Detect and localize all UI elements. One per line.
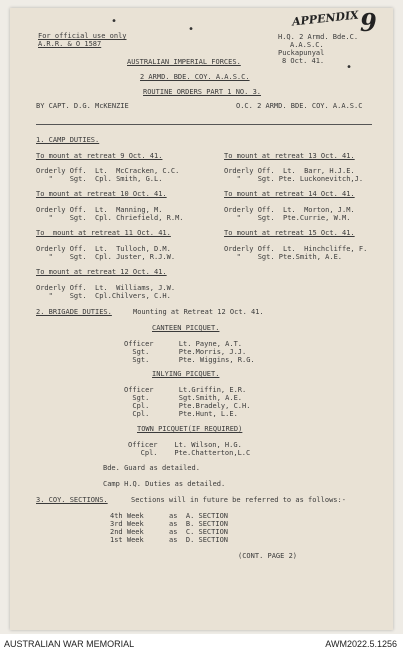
left-block-head: To mount at retreat 9 Oct. 41.	[36, 152, 163, 160]
canteen-line: Officer Lt. Payne, A.T.	[124, 340, 243, 348]
right-block-line: Orderly Off. Lt. Hinchcliffe, F.	[224, 245, 368, 253]
footer-institution: AUSTRALIAN WAR MEMORIAL	[4, 639, 135, 649]
left-block-head: To mount at retreat 12 Oct. 41.	[36, 268, 167, 276]
hq-place: Puckapunyal	[278, 49, 325, 57]
left-block-line: " Sgt. Cpl. Chriefield, R.M.	[36, 214, 184, 222]
title-unit: 2 ARMD. BDE. COY. A.A.S.C.	[140, 73, 250, 81]
camp-hq-note: Camp H.Q. Duties as detailed.	[103, 480, 226, 488]
right-block-line: " Sgt. Pte.Currie, W.M.	[224, 214, 351, 222]
section-row: 4th Week as A. SECTION	[110, 512, 229, 520]
left-block-head: To mount at retreat 11 Oct. 41.	[36, 229, 171, 237]
town-line: Officer Lt. Wilson, H.G.	[128, 441, 242, 449]
left-block-line: Orderly Off. Lt. Manning, M.	[36, 206, 163, 214]
by-line: BY CAPT. D.G. McKENZIE	[36, 102, 129, 110]
section-row: 2nd Week as C. SECTION	[110, 528, 229, 536]
oc-line: O.C. 2 ARMD. BDE. COY. A.A.S.C	[236, 102, 363, 110]
left-block-line: " Sgt. Cpl. Juster, R.J.W.	[36, 253, 176, 261]
coy-sections-heading: 3. COY. SECTIONS.	[36, 496, 108, 504]
right-block-head: To mount at retreat 13 Oct. 41.	[224, 152, 355, 160]
right-block-line: " Sgt. Pte. Luckonevitch,J.	[224, 175, 364, 183]
bde-guard-note: Bde. Guard as detailed.	[103, 464, 200, 472]
official-use-note: For official use only	[38, 32, 127, 40]
brigade-duties-heading: 2. BRIGADE DUTIES.	[36, 308, 112, 316]
left-block-line: " Sgt. Cpl. Smith, G.L.	[36, 175, 163, 183]
title-routine-orders: ROUTINE ORDERS PART 1 NO. 3.	[143, 88, 262, 96]
appendix-label: APPENDIX	[291, 8, 360, 29]
footer-accession: AWM2022.5.1256	[325, 639, 397, 649]
appendix-number: 9	[360, 8, 377, 37]
left-block-line: " Sgt. Cpl.Chilvers, C.H.	[36, 292, 171, 300]
section-row: 3rd Week as B. SECTION	[110, 520, 229, 528]
canteen-picquet-title: CANTEEN PICQUET.	[152, 324, 220, 332]
mounting-line: Mounting at Retreat 12 Oct. 41.	[133, 308, 264, 316]
camp-duties-heading: 1. CAMP DUTIES.	[36, 136, 100, 144]
continuation-note: (CONT. PAGE 2)	[238, 552, 298, 560]
hq-date: 8 Oct. 41.	[282, 57, 325, 65]
right-block-line: " Sgt. Pte.Smith, A.E.	[224, 253, 343, 261]
punch-mark: •	[111, 16, 118, 27]
left-block-line: Orderly Off. Lt. McCracken, C.C.	[36, 167, 180, 175]
left-block-line: Orderly Off. Lt. Williams, J.W.	[36, 284, 176, 292]
coy-sections-text: Sections will in future be referred to as follows:-	[131, 496, 346, 504]
inlying-line: Officer Lt.Griffin, E.R.	[124, 386, 247, 394]
inlying-line: Cpl. Pte.Hunt, L.E.	[124, 410, 238, 418]
title-aif: AUSTRALIAN IMPERIAL FORCES.	[127, 58, 241, 66]
right-block-head: To mount at retreat 15 Oct. 41.	[224, 229, 355, 237]
archive-footer	[0, 634, 403, 653]
left-block-head: To mount at retreat 10 Oct. 41.	[36, 190, 167, 198]
hq-line2: A.A.S.C.	[290, 41, 324, 49]
town-line: Cpl. Pte.Chatterton,L.C	[128, 449, 251, 457]
right-block-line: Orderly Off. Lt. Barr, H.J.E.	[224, 167, 355, 175]
punch-mark: •	[346, 62, 353, 73]
inlying-line: Cpl. Pte.Bradely, C.H.	[124, 402, 251, 410]
reference-number: A.R.R. & O 1587	[38, 40, 102, 48]
canteen-line: Sgt. Pte.Morris, J.J.	[124, 348, 247, 356]
punch-mark: •	[188, 24, 195, 35]
right-block-line: Orderly Off. Lt. Morton, J.M.	[224, 206, 355, 214]
header-rule	[36, 124, 372, 125]
town-picquet-title: TOWN PICQUET(IF REQUIRED)	[137, 425, 243, 433]
canteen-line: Sgt. Pte. Wiggins, R.G.	[124, 356, 255, 364]
hq-line1: H.Q. 2 Armd. Bde.C.	[278, 33, 359, 41]
inlying-picquet-title: INLYING PICQUET.	[152, 370, 220, 378]
section-row: 1st Week as D. SECTION	[110, 536, 229, 544]
inlying-line: Sgt. Sgt.Smith, A.E.	[124, 394, 243, 402]
left-block-line: Orderly Off. Lt. Tulloch, D.M.	[36, 245, 171, 253]
right-block-head: To mount at retreat 14 Oct. 41.	[224, 190, 355, 198]
